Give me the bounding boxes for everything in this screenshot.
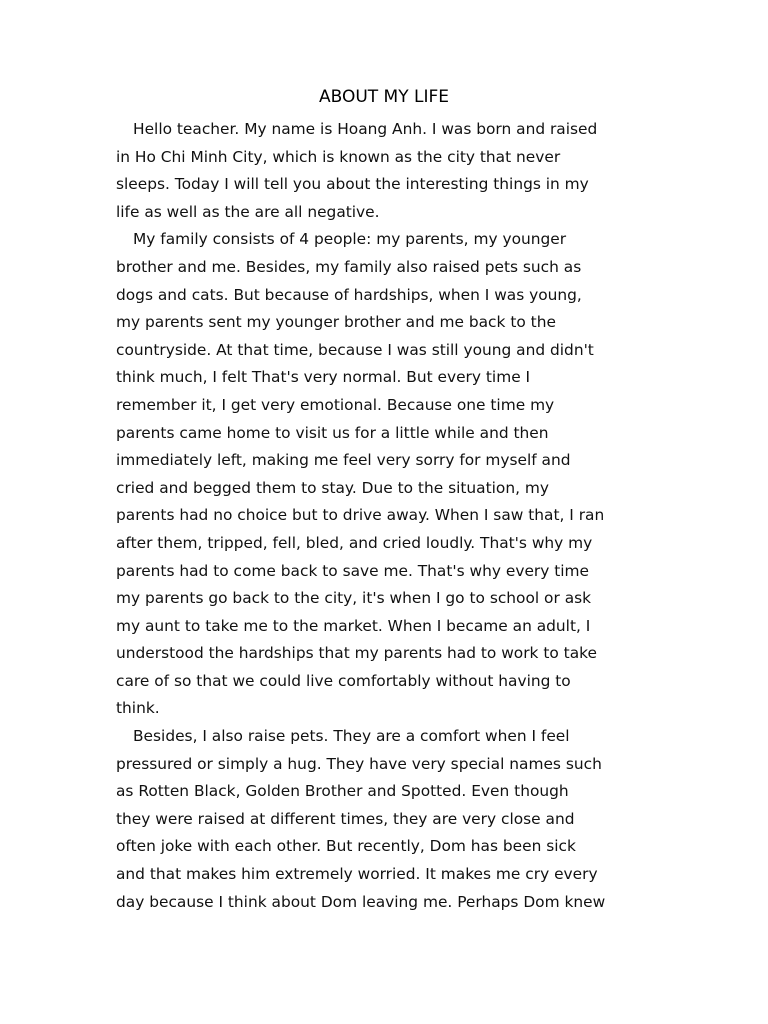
text-line: Hello teacher. My name is Hoang Anh. I was born and raised xyxy=(133,120,598,138)
text-line: as Rotten Black, Golden Brother and Spotted. Even though xyxy=(116,782,569,801)
document-title: ABOUT MY LIFE xyxy=(318,87,450,107)
text-line: and that makes him extremely worried. It makes me cry every xyxy=(116,865,598,884)
text-line: My family consists of 4 people: my parents, my younger xyxy=(133,230,567,249)
text-line: parents had to come back to save me. That's why every time xyxy=(116,561,590,580)
text-line: in Ho Chi Minh City, which is known as the city that never xyxy=(116,147,561,166)
text-line: care of so that we could live comfortably without having to xyxy=(116,671,571,690)
text-line: often joke with each other. But recently, Dom has been sick xyxy=(116,837,576,856)
text-line: day because I think about Dom leaving me. Perhaps Dom knew xyxy=(116,892,606,911)
text-line: countryside. At that time, because I was still young and didn't xyxy=(116,340,594,359)
text-line: think much, I felt That's very normal. But every time I xyxy=(116,368,531,387)
text-line: cried and begged them to stay. Due to the situation, my xyxy=(116,478,549,497)
text-line: pressured or simply a hug. They have very special names such xyxy=(116,754,602,773)
text-line: understood the hardships that my parents had to work to take xyxy=(116,644,597,663)
text-line: they were raised at different times, they are very close and xyxy=(116,809,575,828)
document-body xyxy=(116,116,656,916)
paragraph xyxy=(116,116,656,226)
text-line: sleeps. Today I will tell you about the interesting things in my xyxy=(116,175,589,194)
paragraph xyxy=(116,723,656,916)
text-line: remember it, I get very emotional. Because one time my xyxy=(116,395,555,414)
text-line: dogs and cats. But because of hardships, when I was young, xyxy=(116,285,582,304)
text-line: my aunt to take me to the market. When I became an adult, I xyxy=(116,616,591,635)
text-line: life as well as the are all negative. xyxy=(116,202,380,221)
text-line: immediately left, making me feel very sorry for myself and xyxy=(116,451,571,470)
text-line: think. xyxy=(116,699,160,718)
paragraph xyxy=(116,226,656,723)
text-line: parents came home to visit us for a little while and then xyxy=(116,423,549,442)
text-line: parents had no choice but to drive away. When I saw that, I ran xyxy=(116,506,605,525)
text-line: my parents go back to the city, it's when I go to school or ask xyxy=(116,589,592,608)
text-line: brother and me. Besides, my family also raised pets such as xyxy=(116,257,582,276)
text-line: Besides, I also raise pets. They are a comfort when I feel xyxy=(133,727,570,746)
text-line: after them, tripped, fell, bled, and cried loudly. That's why my xyxy=(116,533,593,552)
text-line: my parents sent my younger brother and me back to the xyxy=(116,313,556,332)
